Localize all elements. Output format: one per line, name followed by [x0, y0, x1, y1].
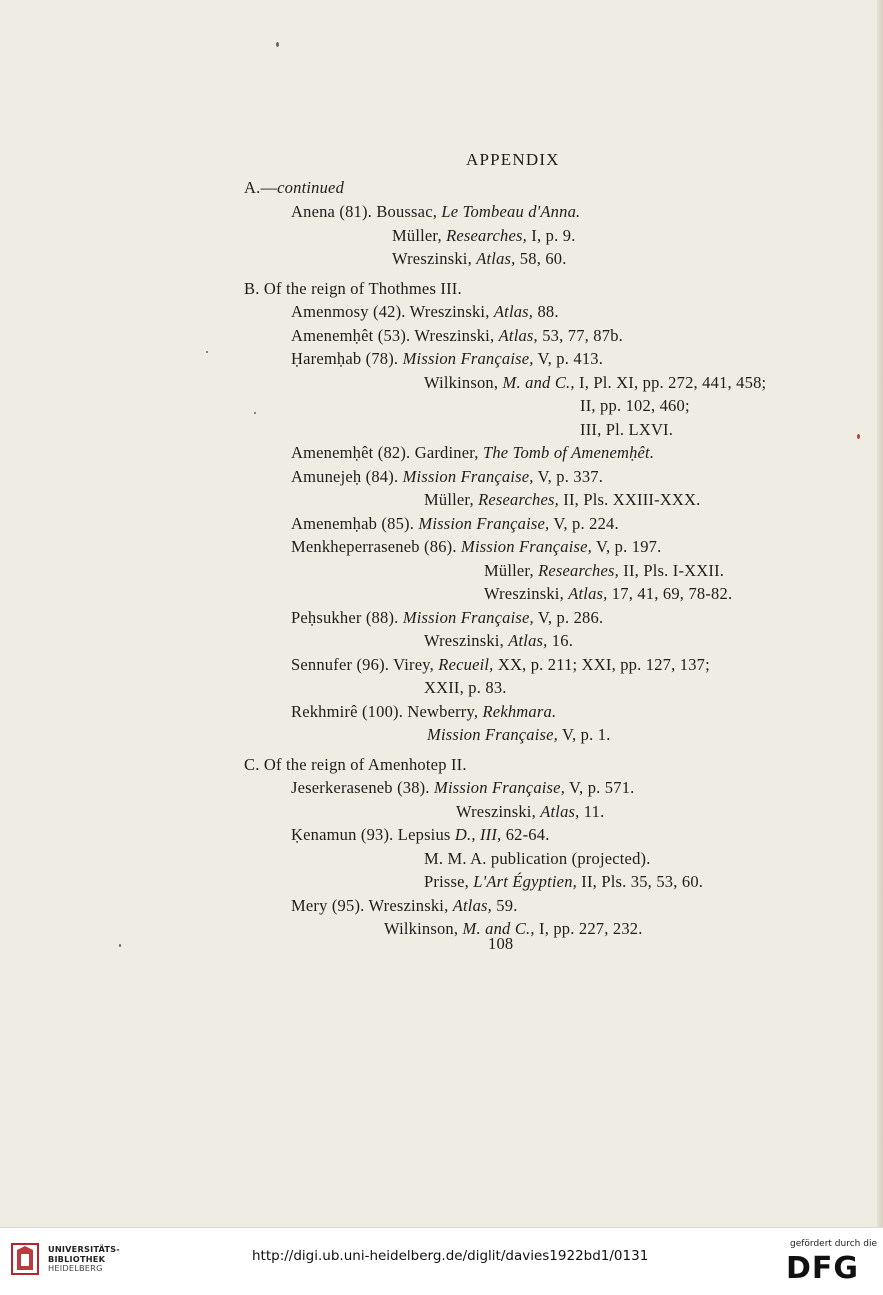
entry-text: Müller, [424, 490, 479, 509]
entry-line [291, 467, 603, 487]
entry-title: Recueil, [438, 655, 494, 674]
entry-line [291, 537, 661, 557]
entry-line [291, 655, 710, 675]
entry-line [291, 778, 634, 798]
entry-text: III, Pl. LXVI. [580, 420, 674, 439]
scan-speck [206, 351, 208, 353]
entry-text: 88. [533, 302, 559, 321]
entry-line [291, 326, 623, 346]
entry-title: Mission Française, [461, 537, 593, 556]
uni-name-line: BIBLIOTHEK [48, 1253, 106, 1264]
entry-text: Müller, [484, 561, 539, 580]
entry-line [424, 872, 703, 892]
entry-title: Mission Française, [402, 349, 534, 368]
entry-text: II, pp. 102, 460; [580, 396, 690, 415]
entry-line [456, 802, 604, 822]
university-library-name [48, 1245, 120, 1274]
entry-line [580, 396, 690, 416]
entry-text: 53, 77, 87b. [537, 326, 623, 345]
entry-title: D., III, [454, 825, 502, 844]
entry-line [244, 755, 467, 775]
entry-title: Atlas, [452, 896, 492, 915]
entry-text: Wreszinski, [456, 802, 541, 821]
continued-label: continued [277, 178, 345, 197]
scan-speck [254, 412, 256, 414]
entry-title: Atlas, [508, 631, 548, 650]
entry-line [392, 249, 567, 269]
entry-text: Wilkinson, [384, 919, 463, 938]
entry-title: Atlas, [493, 302, 534, 321]
entry-title: Le Tombeau d'Anna. [441, 202, 581, 221]
entry-text: I, Pl. XI, pp. 272, 441, 458; [574, 373, 767, 392]
entry-line [291, 202, 580, 222]
entry-title: Researches, [538, 561, 619, 580]
entry-text: V, p. 224. [549, 514, 619, 533]
entry-text: I, pp. 227, 232. [534, 919, 643, 938]
section-a-continued [244, 178, 344, 198]
dfg-logo: DFG [786, 1251, 860, 1286]
entry-text: Wreszinski, [484, 584, 569, 603]
entry-text: Prisse, [424, 872, 474, 891]
entry-title: Mission Française, [402, 467, 534, 486]
entry-text: 58, 60. [515, 249, 567, 268]
entry-title: Atlas, [476, 249, 516, 268]
entry-title: The Tomb of Amenemḥêt. [482, 443, 655, 462]
entry-text: I, p. 9. [526, 226, 576, 245]
entry-line [291, 514, 619, 534]
entry-text: Menkheperraseneb (86). [291, 537, 461, 556]
entry-title: Rekhmara. [482, 702, 557, 721]
scan-speck [119, 944, 121, 947]
entry-text: Sennufer (96). Virey, [291, 655, 439, 674]
entry-text: 11. [579, 802, 605, 821]
entry-text: Wreszinski, [392, 249, 477, 268]
entry-text: V, p. 1. [558, 725, 611, 744]
entry-text: II, Pls. XXIII-XXX. [558, 490, 701, 509]
scan-speck [857, 434, 860, 439]
entry-text: 59. [491, 896, 518, 915]
uni-name-line: HEIDELBERG [48, 1263, 103, 1273]
entry-text: Ḥaremḥab (78). [291, 349, 403, 368]
entry-title: M. and C., [462, 919, 535, 938]
entry-title: L'Art Égyptien, [473, 872, 577, 891]
entry-line [291, 349, 603, 369]
entry-text: Amenemḥêt (53). Wreszinski, [291, 326, 499, 345]
entry-text: II, Pls. I-XXII. [618, 561, 725, 580]
entry-text: V, p. 413. [533, 349, 604, 368]
entry-text: Ḳenamun (93). Lepsius [291, 825, 455, 844]
entry-title: Researches, [478, 490, 559, 509]
entry-text: XX, p. 211; XXI, pp. 127, 137; [493, 655, 710, 674]
entry-title: Atlas, [498, 326, 538, 345]
entry-text: 62-64. [501, 825, 550, 844]
entry-title: Atlas, [540, 802, 580, 821]
entry-line [291, 608, 603, 628]
entry-title: Researches, [446, 226, 527, 245]
entry-title: Mission Française, [427, 725, 559, 744]
entry-text: C. Of the reign of Amenhotep II. [244, 755, 467, 774]
scan-speck [276, 42, 279, 47]
university-library-logo [10, 1240, 40, 1278]
entry-text: V, p. 286. [533, 608, 604, 627]
entry-title: M. and C., [502, 373, 575, 392]
page-edge [877, 0, 883, 1227]
entry-text: Amenemḥêt (82). Gardiner, [291, 443, 483, 462]
entry-line [484, 561, 724, 581]
entry-text: XXII, p. 83. [424, 678, 507, 697]
entry-text: II, Pls. 35, 53, 60. [576, 872, 704, 891]
entry-line [291, 302, 559, 322]
entry-line [424, 373, 766, 393]
uni-name-line: UNIVERSITÄTS- [48, 1244, 120, 1254]
entry-text: Rekhmirê (100). Newberry, [291, 702, 483, 721]
entry-title: Mission Française, [402, 608, 534, 627]
entry-text: Anena (81). Boussac, [291, 202, 442, 221]
permalink-url[interactable]: http://digi.ub.uni-heidelberg.de/diglit/davies1922bd1/0131 [252, 1248, 649, 1264]
entry-text: Wreszinski, [424, 631, 509, 650]
entry-text: B. Of the reign of Thothmes III. [244, 279, 462, 298]
entry-text: V, p. 197. [592, 537, 662, 556]
footer-bar [0, 1227, 883, 1295]
entry-line [424, 678, 507, 698]
entry-text: 16. [547, 631, 574, 650]
entry-text: Amunejeḥ (84). [291, 467, 403, 486]
entry-line [291, 825, 550, 845]
entry-text: Mery (95). Wreszinski, [291, 896, 453, 915]
entry-text: V, p. 571. [565, 778, 635, 797]
entry-line [424, 631, 573, 651]
entry-line [424, 490, 700, 510]
entry-text: Jeserkeraseneb (38). [291, 778, 435, 797]
entry-text: 17, 41, 69, 78-82. [607, 584, 733, 603]
entry-line [580, 420, 673, 440]
entry-line [424, 849, 651, 869]
entry-text: Amenmosy (42). Wreszinski, [291, 302, 494, 321]
entry-text: Müller, [392, 226, 447, 245]
entry-text: V, p. 337. [533, 467, 604, 486]
entry-title: Mission Française, [418, 514, 550, 533]
entry-line [291, 443, 654, 463]
entry-text: Wilkinson, [424, 373, 503, 392]
entry-line [291, 896, 518, 916]
entry-text: Peḥsukher (88). [291, 608, 403, 627]
section-a-label: A.— [244, 178, 278, 197]
entry-title: Mission Française, [434, 778, 566, 797]
page-heading: APPENDIX [466, 150, 560, 169]
entry-line [427, 725, 611, 745]
entry-line [484, 584, 732, 604]
dfg-funding-note: gefördert durch die [790, 1239, 877, 1249]
entry-text: M. M. A. publication (projected). [424, 849, 651, 868]
entry-text: Amenemḥab (85). [291, 514, 419, 533]
page-number: 108 [488, 934, 514, 953]
entry-line [291, 702, 556, 722]
entry-line [392, 226, 576, 246]
entry-line [244, 279, 462, 299]
entry-title: Atlas, [568, 584, 608, 603]
